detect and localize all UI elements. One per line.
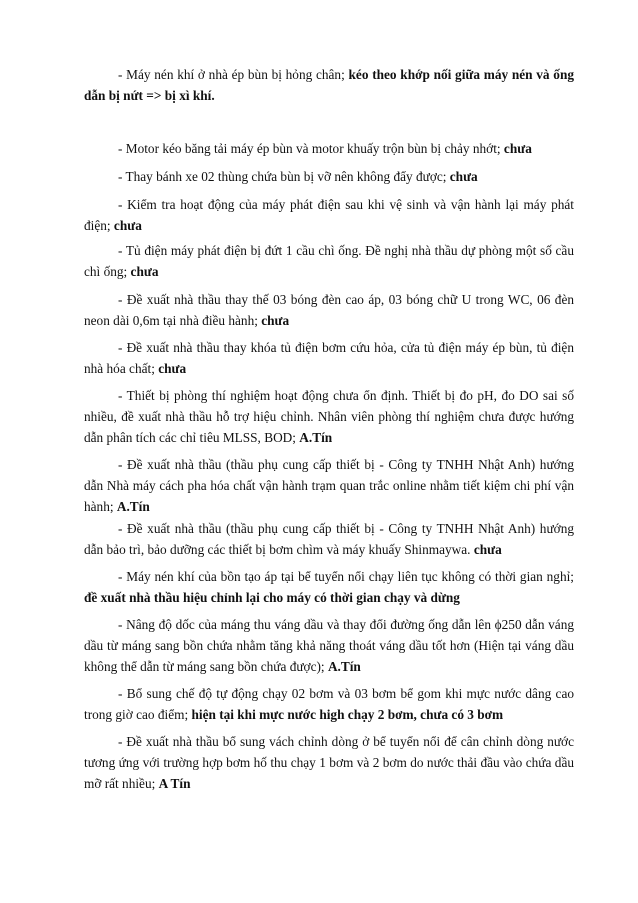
paragraph-status: A Tín xyxy=(158,776,191,791)
paragraph-13 xyxy=(84,683,574,725)
paragraph-text: - Bổ sung chế độ tự động chạy 02 bơm và 03 bơm bể gom khi mực nước dâng cao trong giờ cao điểm; xyxy=(84,686,574,722)
paragraph-status: A.Tín xyxy=(116,499,150,514)
paragraph-3 xyxy=(84,166,574,187)
paragraph-status: chưa xyxy=(261,313,290,328)
paragraph-14 xyxy=(84,731,574,794)
paragraph-text: - Đề xuất nhà thầu bổ sung vách chỉnh dòng ở bể tuyển nổi để cân chỉnh dòng nước tương ứng với trường hợp bơm hố thu chạy 1 bơm và 2 bơm do nước thải đầu vào chứa dầu mỡ rất nhiều; xyxy=(84,734,574,791)
paragraph-7 xyxy=(84,337,574,379)
paragraph-status: chưa xyxy=(158,361,187,376)
paragraph-status: A.Tín xyxy=(299,430,333,445)
paragraph-status: chưa xyxy=(130,264,159,279)
paragraph-status: kéo theo khớp nối giữa máy nén và ống dẫn bị nứt => bị xì khí. xyxy=(84,67,575,103)
paragraph-status: đề xuất nhà thầu hiệu chỉnh lại cho máy có thời gian chạy và dừng xyxy=(84,590,460,605)
paragraph-status: chưa xyxy=(503,141,532,156)
paragraph-text: - Máy nén khí ở nhà ép bùn bị hỏng chân; xyxy=(118,67,349,82)
paragraph-12 xyxy=(84,614,574,677)
paragraph-6 xyxy=(84,289,574,331)
paragraph-text: - Kiểm tra hoạt động của máy phát điện sau khi vệ sinh và vận hành lại máy phát điện; xyxy=(84,197,574,233)
paragraph-text: - Đề xuất nhà thầu (thầu phụ cung cấp thiết bị - Công ty TNHH Nhật Anh) hướng dẫn bảo trì, bảo dưỡng các thiết bị bơm chìm và máy khuấy Shinmaywa. xyxy=(84,521,574,557)
paragraph-text: - Thiết bị phòng thí nghiệm hoạt động chưa ổn định. Thiết bị đo pH, đo DO sai số nhiều, đề xuất nhà thầu hỗ trợ hiệu chỉnh. Nhân viên phòng thí nghiệm chưa được hướng dẫn phân tích các chỉ tiêu MLSS, BOD; xyxy=(84,388,574,445)
paragraph-text: - Đề xuất nhà thầu thay khóa tủ điện bơm cứu hỏa, cửa tủ điện máy ép bùn, tủ điện nhà hóa chất; xyxy=(84,340,574,376)
paragraph-status: A.Tín xyxy=(327,659,361,674)
paragraph-8 xyxy=(84,385,574,448)
paragraph-text: - Thay bánh xe 02 thùng chứa bùn bị vỡ nên không đẩy được; xyxy=(118,169,450,184)
paragraph-status: hiện tại khi mực nước high chạy 2 bơm, chưa có 3 bơm xyxy=(191,707,504,722)
paragraph-4 xyxy=(84,194,574,236)
paragraph-text: - Nâng độ dốc của máng thu váng dầu và thay đổi đường ống dẫn lên ϕ250 dẫn váng dầu từ máng sang bồn chứa nhằm tăng khả năng thoát váng dầu tốt hơn (Hiện tại váng dầu không thể dẫn từ máng sang bồn chứa được); xyxy=(84,617,574,674)
paragraph-1 xyxy=(84,64,574,106)
paragraph-text: - Máy nén khí của bồn tạo áp tại bể tuyển nổi chạy liên tục không có thời gian nghỉ; xyxy=(118,569,574,584)
paragraph-text: - Tủ điện máy phát điện bị đứt 1 cầu chì ống. Đề nghị nhà thầu dự phòng một số cầu chì ống; xyxy=(84,243,574,279)
paragraph-11 xyxy=(84,566,574,608)
paragraph-status: chưa xyxy=(113,218,142,233)
paragraph-text: - Motor kéo băng tải máy ép bùn và motor khuấy trộn bùn bị chảy nhớt; xyxy=(118,141,504,156)
paragraph-9 xyxy=(84,454,574,517)
paragraph-2 xyxy=(84,138,574,159)
paragraph-10 xyxy=(84,518,574,560)
paragraph-text: - Đề xuất nhà thầu (thầu phụ cung cấp thiết bị - Công ty TNHH Nhật Anh) hướng dẫn Nhà máy cách pha hóa chất vận hành trạm quan trắc online nhằm tiết kiệm chi phí vận hành; xyxy=(84,457,574,514)
paragraph-5 xyxy=(84,240,574,282)
paragraph-status: chưa xyxy=(449,169,478,184)
paragraph-text: - Đề xuất nhà thầu thay thế 03 bóng đèn cao áp, 03 bóng chữ U trong WC, 06 đèn neon dài 0,6m tại nhà điều hành; xyxy=(84,292,574,328)
paragraph-status: chưa xyxy=(473,542,502,557)
